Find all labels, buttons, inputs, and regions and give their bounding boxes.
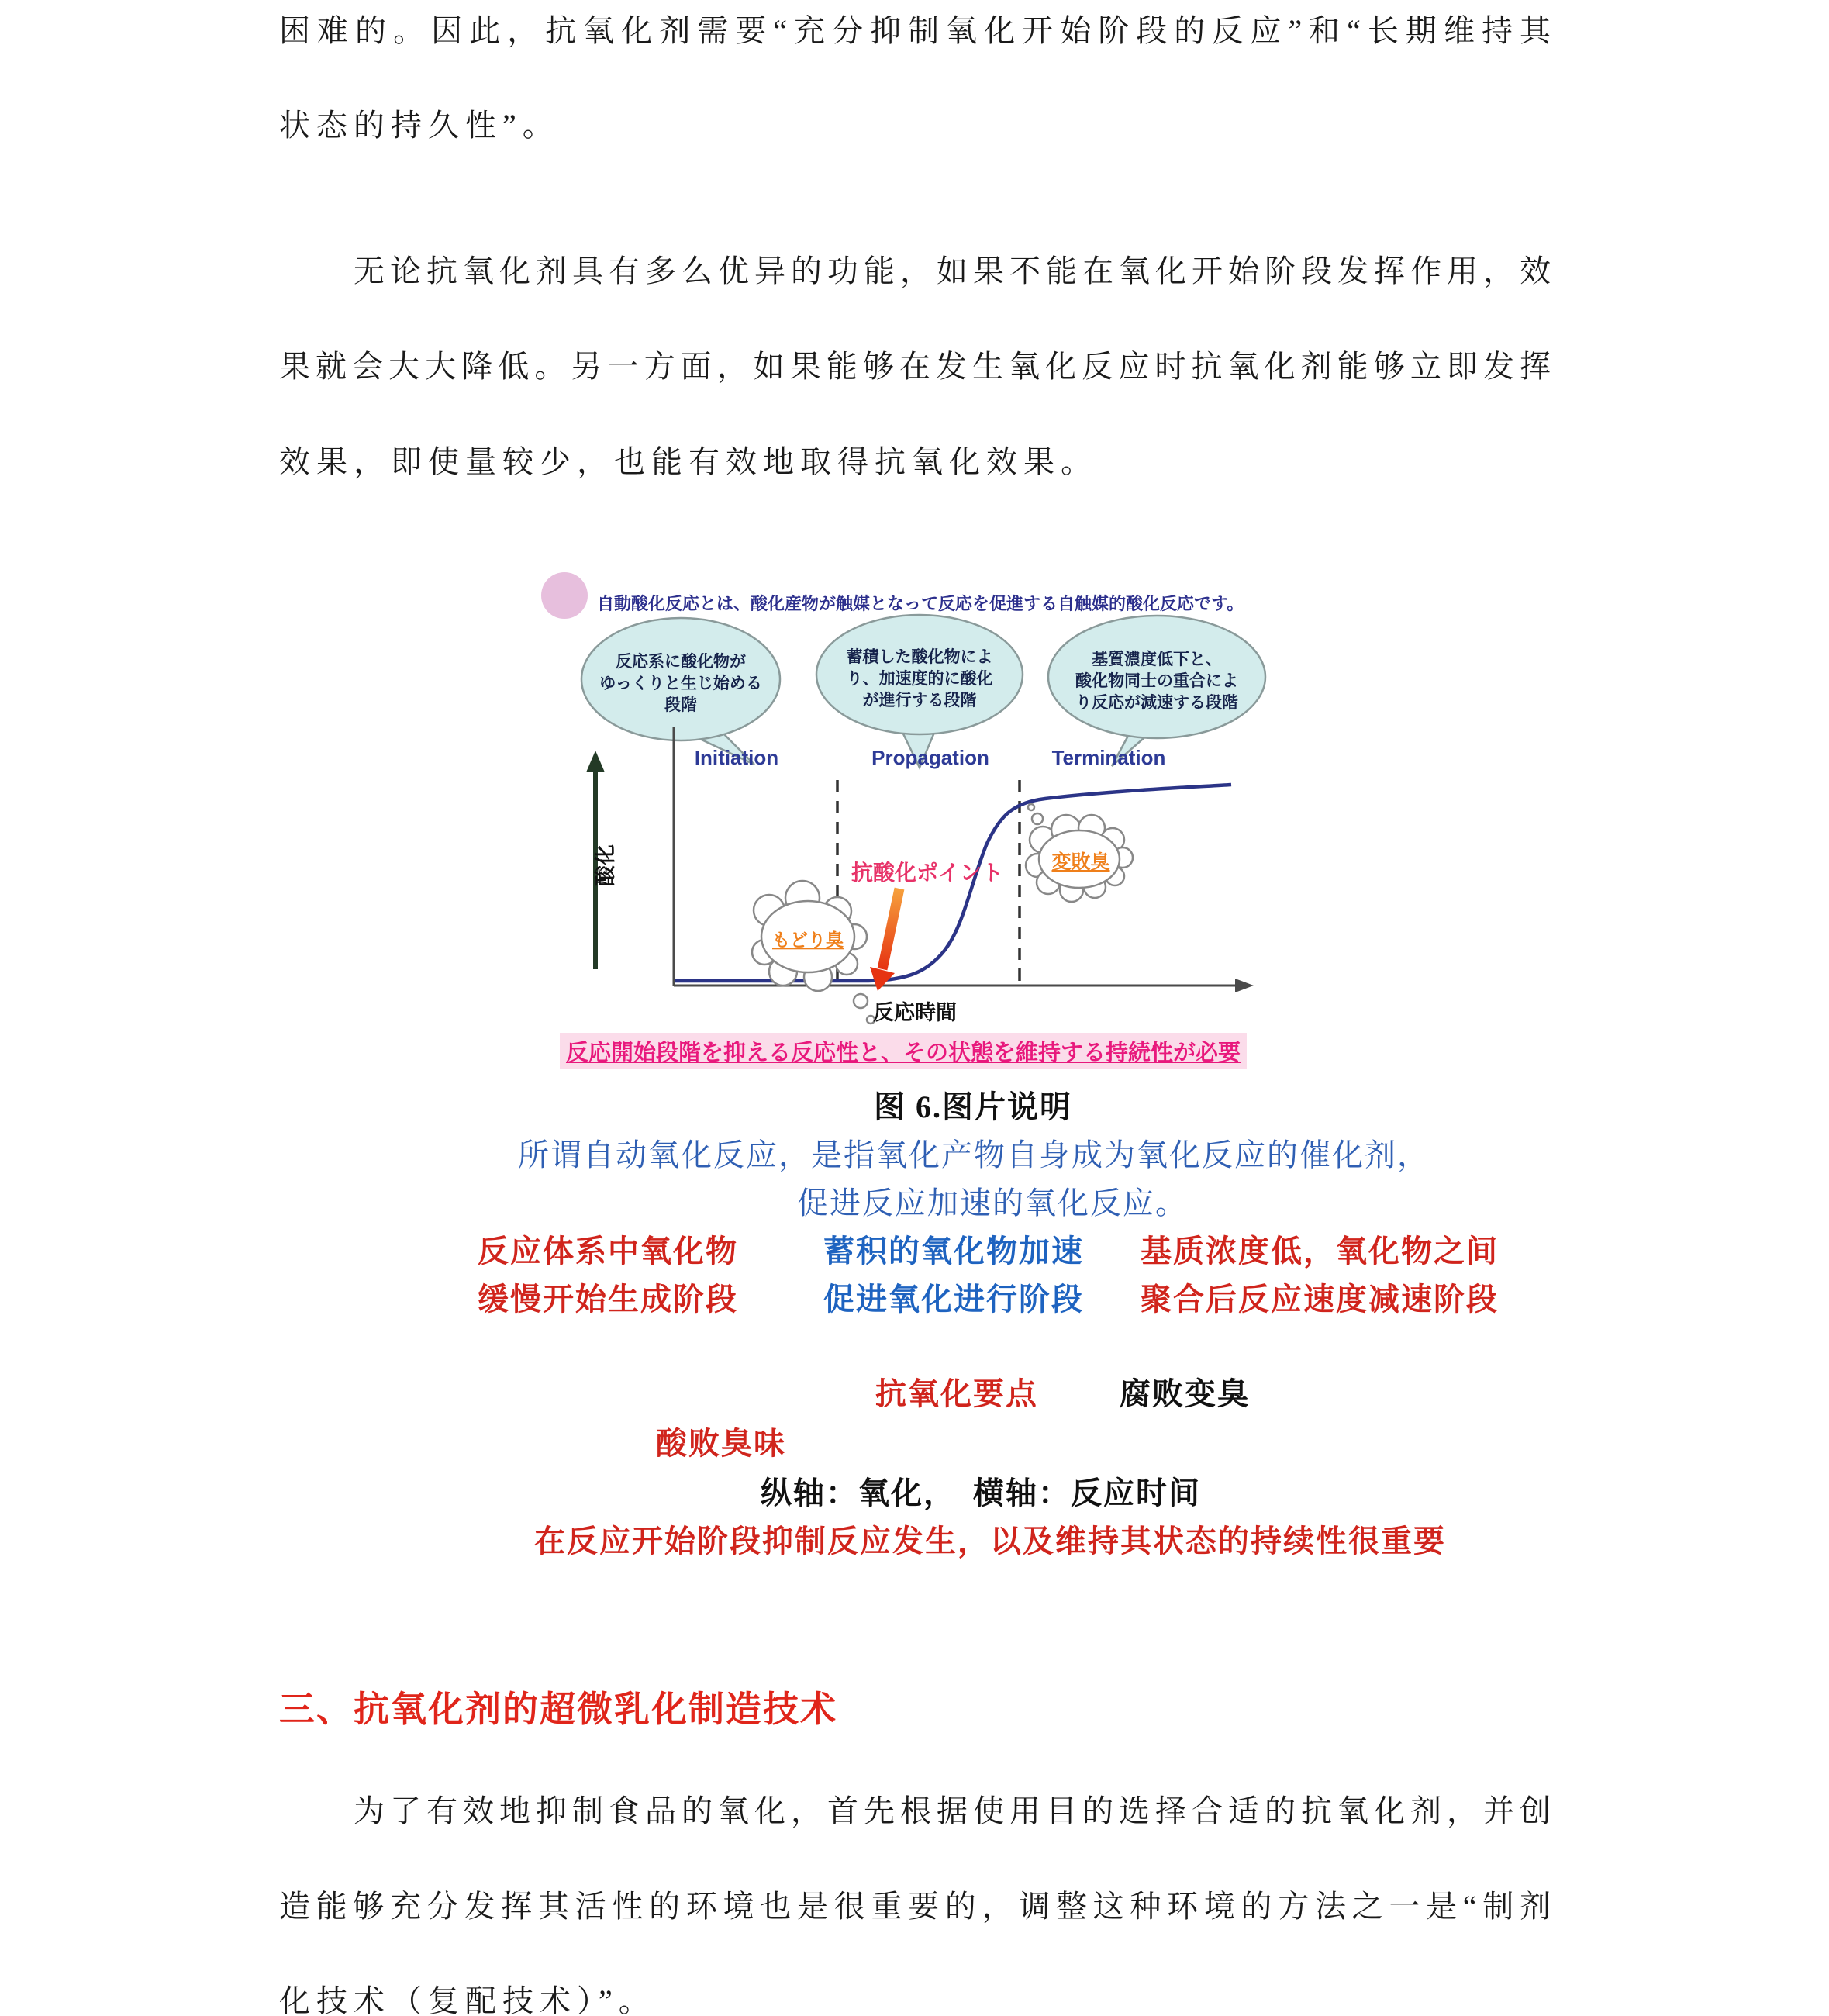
oxidation-chart [535,572,1272,1031]
x-axis-arrowhead-icon [1235,979,1254,992]
antioxidant-key-label: 抗氧化要点 [875,1376,1038,1411]
para3-line3: 化技术（复配技术）”。 [279,1983,656,2016]
bubble2-line1: 蓄積した酸化物によ [846,648,993,666]
para2-line2: 果就会大大降低。另一方面，如果能够在发生氧化反应时抗氧化剂能够立即发挥 [279,349,1555,384]
phase-labels [695,746,1166,769]
axes-note: 纵轴：氧化， 横轴：反应时间 [761,1476,1201,1510]
stage-col2-line2: 促进氧化进行阶段 [823,1282,1084,1317]
antioxidant-arrow [882,889,899,969]
figure-banner [535,1033,1272,1069]
antioxidant-point-label: 抗酸化ポイント [851,861,1004,885]
pink-dot-icon [541,572,588,619]
stage-col1-line2: 缓慢开始生成阶段 [478,1282,738,1317]
bubble3-line1: 基質濃度低下と、 [1092,651,1222,668]
oxidation-figure [535,572,1272,1084]
x-axis-label: 反応時間 [873,1001,957,1024]
bubble2-line2: り、加速度的に酸化 [846,670,993,688]
figure-title: 自動酸化反応とは、酸化産物が触媒となって反応を促進する自触媒的酸化反応です。 [597,594,1244,613]
para2-line3: 效果，即使量较少，也能有效地取得抗氧化效果。 [279,444,1098,479]
phase-initiation: Initiation [694,746,779,769]
para3-line2: 造能够充分发挥其活性的环境也是很重要的，调整这种环境的方法之一是“制剂 [279,1889,1555,1924]
stage-col3-line2: 聚合后反应速度减速阶段 [1141,1282,1499,1317]
bubble2-line3: が進行する段階 [862,692,977,709]
up-arrowhead-icon [586,751,605,772]
para1-line1: 困难的。因此，抗氧化剂需要“充分抑制氧化开始阶段的反应”和“长期维持其 [279,13,1555,48]
para2-line1: 无论抗氧化剂具有多么优异的功能，如果不能在氧化开始阶段发挥作用，效 [354,254,1555,288]
para1-line2: 状态的持久性”。 [279,108,560,143]
return-odor-label: もどり臭 [772,930,844,950]
phase-termination: Termination [1051,746,1166,769]
bubble1-line2: ゆっくりと生じ始める [599,675,762,692]
bubble1-line3: 段階 [664,696,697,714]
spoilage-odor-label: 変敗臭 [1051,851,1110,873]
bubble1-line1: 反応系に酸化物が [616,653,746,671]
return-odor-cloud [752,881,875,1024]
figure-caption: 图 6.图片说明 [874,1089,1072,1124]
figure-banner-text: 反応開始段階を抑える反応性と、その状態を維持する持続性が必要 [560,1033,1247,1069]
stage-col1-line1: 反应体系中氧化物 [478,1234,738,1269]
phase-propagation: Propagation [871,746,989,769]
blue-note-line1: 所谓自动氧化反应，是指氧化产物自身成为氧化反应的催化剂， [518,1137,1430,1172]
y-axis-label: 酸化 [594,844,617,886]
stage-col3-line1: 基质浓度低，氧化物之间 [1141,1234,1499,1269]
blue-note-line2: 促进反应加速的氧化反应。 [797,1186,1188,1220]
stage-col2-line1: 蓄积的氧化物加速 [823,1234,1084,1269]
spoilage-smell-label: 腐败变臭 [1120,1376,1250,1411]
bubble3-line2: 酸化物同士の重合によ [1075,672,1238,690]
speech-bubbles [581,615,1265,768]
rancid-smell-label: 酸败臭味 [656,1426,786,1461]
red-note: 在反应开始阶段抑制反应发生，以及维持其状态的持续性很重要 [534,1524,1446,1559]
para3-line1: 为了有效地抑制食品的氧化，首先根据使用目的选择合适的抗氧化剂，并创 [354,1793,1555,1828]
section-heading: 三、抗氧化剂的超微乳化制造技术 [279,1690,837,1729]
bubble3-line3: り反応が減速する段階 [1075,694,1238,712]
